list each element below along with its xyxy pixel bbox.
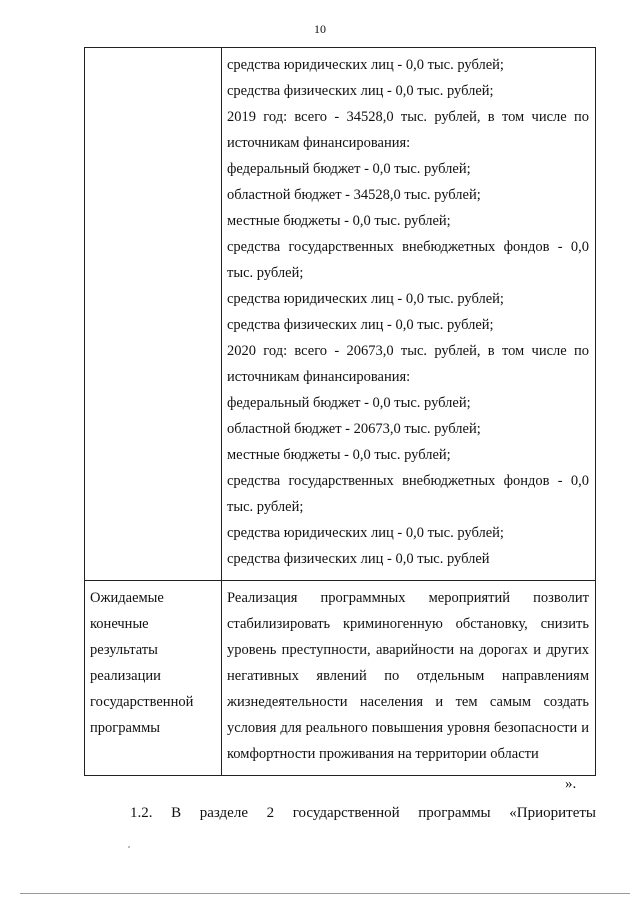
expected-results-content-cell	[222, 581, 596, 776]
financing-line: федеральный бюджет - 0,0 тыс. рублей;	[227, 395, 471, 411]
label-line: государственной	[90, 694, 194, 710]
page-number: 10	[314, 22, 326, 36]
financing-line: средства юридических лиц - 0,0 тыс. рублей;	[227, 291, 504, 307]
financing-content-cell	[222, 48, 596, 581]
expected-results-text: Реализация программных мероприятий позволит стабилизировать криминогенную обстановку, снизить уровень преступности, аварийности на дорогах и других негативных явлений по отдельным направлениям жизнедеятельности населения и тем самым создать условия для реального повышения уровня безопасности и комфортности проживания на территории области	[227, 590, 589, 762]
financing-line: средства физических лиц - 0,0 тыс. рублей;	[227, 83, 494, 99]
financing-line: местные бюджеты - 0,0 тыс. рублей;	[227, 213, 451, 229]
financing-line: тыс. рублей;	[227, 265, 304, 281]
label-line: результаты	[90, 642, 158, 658]
closing-quote: ».	[565, 776, 577, 792]
financing-line: 2020 год: всего - 20673,0 тыс. рублей, в том числе по	[227, 343, 589, 359]
financing-line: тыс. рублей;	[227, 499, 304, 515]
next-paragraph: 1.2. В разделе 2 государственной программы «Приоритеты	[130, 805, 596, 821]
scan-speck	[128, 846, 130, 848]
financing-line: средства государственных внебюджетных фондов - 0,0	[227, 473, 589, 489]
label-line: конечные	[90, 616, 149, 632]
financing-line: средства юридических лиц - 0,0 тыс. рублей;	[227, 525, 504, 541]
expected-results-label-cell	[85, 581, 222, 776]
financing-row	[85, 48, 596, 581]
financing-line: местные бюджеты - 0,0 тыс. рублей;	[227, 447, 451, 463]
label-line: Ожидаемые	[90, 590, 164, 606]
financing-label-cell	[85, 48, 222, 581]
financing-line: источникам финансирования:	[227, 369, 411, 385]
financing-line: областной бюджет - 34528,0 тыс. рублей;	[227, 187, 481, 203]
financing-line: областной бюджет - 20673,0 тыс. рублей;	[227, 421, 481, 437]
financing-line: средства физических лиц - 0,0 тыс. рублей;	[227, 317, 494, 333]
expected-results-row	[85, 581, 596, 776]
program-passport-table	[84, 47, 596, 776]
label-line: реализации	[90, 668, 161, 684]
financing-line: средства юридических лиц - 0,0 тыс. рублей;	[227, 57, 504, 73]
financing-line: средства государственных внебюджетных фондов - 0,0	[227, 239, 589, 255]
financing-line: 2019 год: всего - 34528,0 тыс. рублей, в том числе по	[227, 109, 589, 125]
financing-line: средства физических лиц - 0,0 тыс. рублей	[227, 551, 490, 567]
financing-line: источникам финансирования:	[227, 135, 411, 151]
financing-lines	[227, 52, 589, 572]
label-line: программы	[90, 720, 160, 736]
financing-line: федеральный бюджет - 0,0 тыс. рублей;	[227, 161, 471, 177]
page-bottom-edge	[20, 893, 630, 894]
